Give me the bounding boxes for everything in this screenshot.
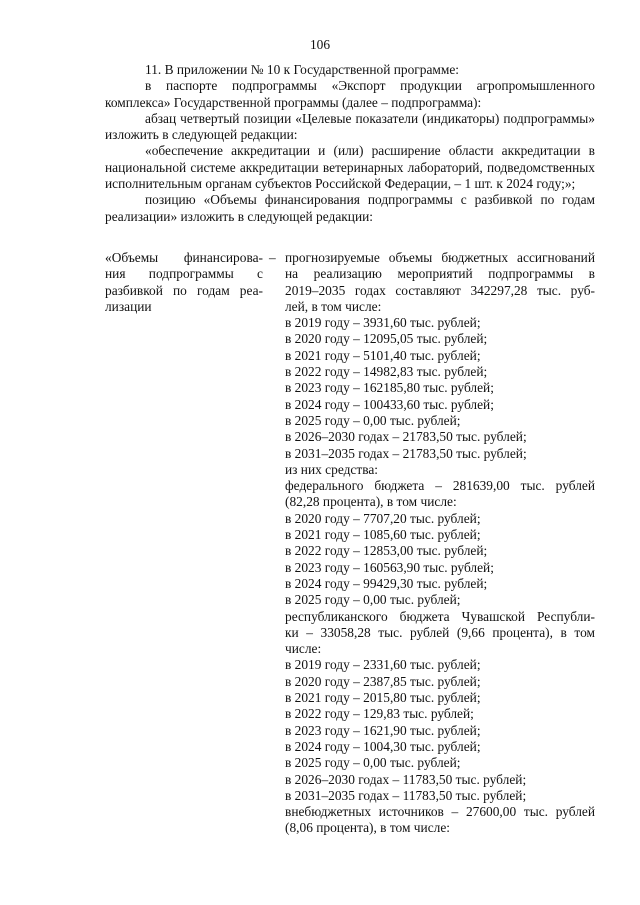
page-number: 106 [309,37,331,52]
financing-line: (82,28 процента), в том числе: [285,494,457,510]
financing-line: числе: [285,641,322,657]
financing-line: в 2020 году – 12095,05 тыс. рублей; [285,331,488,347]
financing-line: в 2021 году – 2015,80 тыс. рублей; [285,690,481,706]
financing-line: в 2021 году – 1085,60 тыс. рублей; [285,527,481,543]
financing-line: в 2025 году – 0,00 тыс. рублей; [285,755,461,771]
financing-line: ки – 33058,28 тыс. рублей (9,66 процента), в том [285,624,595,640]
financing-line: в 2020 году – 2387,85 тыс. рублей; [285,673,481,689]
financing-line: в 2022 году – 129,83 тыс. рублей; [285,706,474,722]
financing-line: в 2026–2030 годах – 11783,50 тыс. рублей; [285,771,527,787]
financing-line: в 2031–2035 годах – 21783,50 тыс. рублей; [285,445,527,461]
financing-line: республиканского бюджета Чувашской Республи- [285,608,595,624]
position-title-line: «Объемы финансирова- [105,250,263,265]
financing-line: в 2023 году – 1621,90 тыс. рублей; [285,722,481,738]
financing-line: в 2025 году – 0,00 тыс. рублей; [285,592,461,608]
intro-paragraph-5: позицию «Объемы финансирования подпрограммы с разбивкой по годам реализации» изложить в следующей редакции: [105,192,595,224]
financing-line: в 2022 году – 14982,83 тыс. рублей; [285,364,488,380]
financing-line: в 2023 году – 162185,80 тыс. рублей; [285,380,494,396]
financing-details [285,250,595,837]
financing-line: внебюджетных источников – 27600,00 тыс. рублей [285,804,595,820]
financing-line: в 2023 году – 160563,90 тыс. рублей; [285,559,494,575]
financing-line: в 2031–2035 годах – 11783,50 тыс. рублей; [285,787,527,803]
position-title-line: лизации [105,298,152,314]
financing-line: в 2020 году – 7707,20 тыс. рублей; [285,510,481,526]
financing-line: в 2024 году – 100433,60 тыс. рублей; [285,396,494,412]
intro-paragraph-3: абзац четвертый позиции «Целевые показатели (индикаторы) подпрограммы» изложить в следующей редакции: [105,110,595,143]
financing-line: (8,06 процента), в том числе: [285,820,450,836]
position-title-line: ния подпрограммы с [105,266,263,282]
intro-paragraph-1: 11. В приложении № 10 к Государственной программе: [145,62,460,77]
position-title [105,250,263,315]
financing-line: 2019–2035 годах составляют 342297,28 тыс. руб- [285,282,595,298]
financing-line: прогнозируемые объемы бюджетных ассигнований [285,250,595,265]
separator-dash: – [269,250,276,265]
financing-line: в 2021 году – 5101,40 тыс. рублей; [285,347,481,363]
financing-line: в 2025 году – 0,00 тыс. рублей; [285,412,461,428]
financing-line: в 2024 году – 99429,30 тыс. рублей; [285,575,488,591]
financing-line: в 2019 году – 2331,60 тыс. рублей; [285,657,481,673]
financing-line: из них средства: [285,461,379,477]
financing-line: в 2024 году – 1004,30 тыс. рублей; [285,738,481,754]
financing-line: в 2022 году – 12853,00 тыс. рублей; [285,543,488,559]
intro-paragraph-4: «обеспечение аккредитации и (или) расширение области аккредитации в национальной системе аккредитации ветеринарных лабораторий, подведомственных исполнительным органам субъектов Российской Федерации, – 1 шт. к 2024 году;»; [105,143,595,192]
financing-line: в 2026–2030 годах – 21783,50 тыс. рублей; [285,429,527,445]
intro-text [105,62,595,225]
financing-line: федерального бюджета – 281639,00 тыс. рублей [285,478,595,494]
financing-line: в 2019 году – 3931,60 тыс. рублей; [285,315,481,331]
intro-paragraph-2: в паспорте подпрограммы «Экспорт продукции агропромышленного комплекса» Государственной программы (далее – подпрограмма): [105,78,595,110]
financing-line: лей, в том числе: [285,298,382,314]
position-title-line: разбивкой по годам реа- [105,282,263,298]
financing-line: на реализацию мероприятий подпрограммы в [285,266,595,282]
